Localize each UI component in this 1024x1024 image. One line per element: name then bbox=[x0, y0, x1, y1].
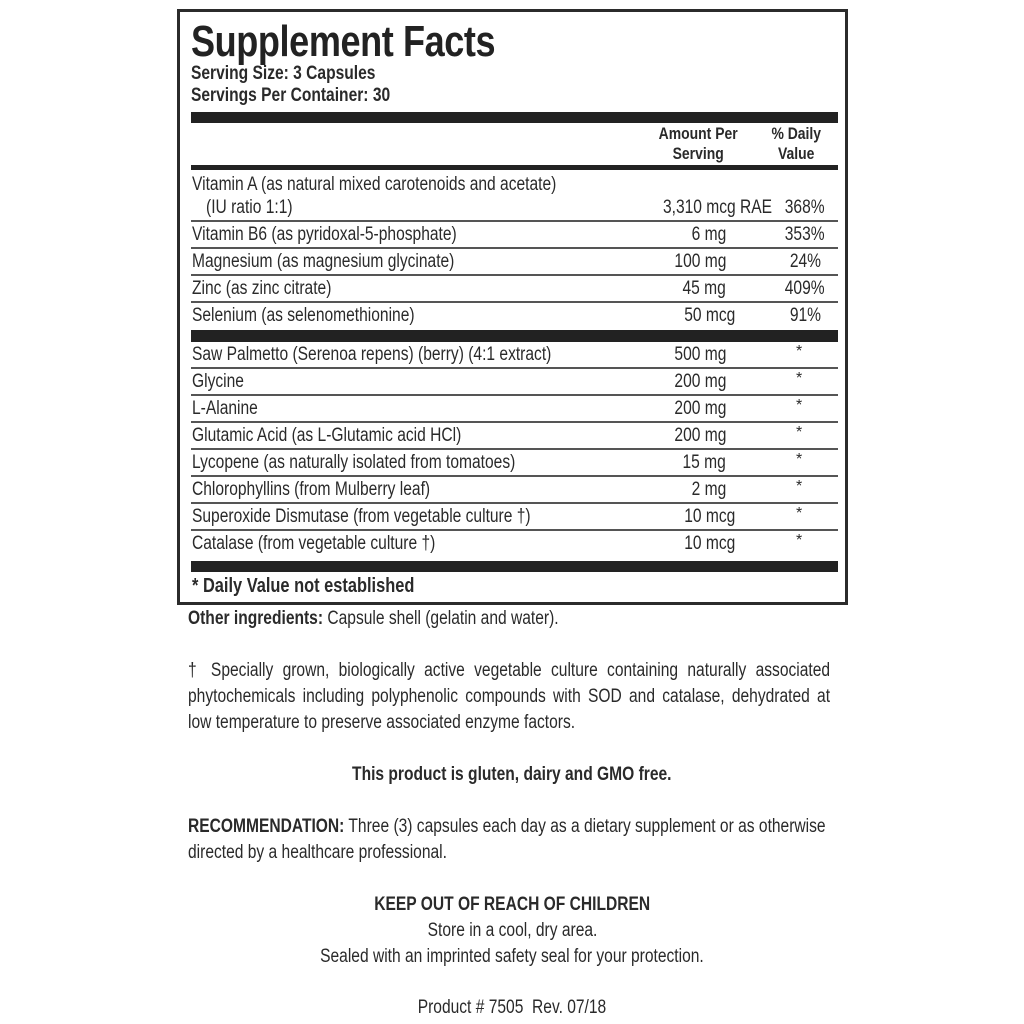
storage-instructions: Store in a cool, dry area. bbox=[427, 920, 597, 941]
row-divider bbox=[191, 301, 838, 303]
row-divider bbox=[191, 394, 838, 396]
thick-divider bbox=[191, 330, 838, 342]
nutrient-amount: 100 mg bbox=[674, 251, 726, 272]
nutrient-dv: 353% bbox=[785, 224, 825, 245]
row-divider bbox=[191, 421, 838, 423]
nutrient-amount: 2 mg bbox=[691, 479, 726, 500]
panel-title: Supplement Facts bbox=[191, 17, 496, 66]
nutrient-name: Vitamin A (as natural mixed carotenoids and acetate) bbox=[192, 174, 557, 195]
amount-per-serving-header: Amount Per Serving bbox=[658, 124, 738, 163]
header-divider bbox=[191, 165, 838, 170]
nutrient-name: Zinc (as zinc citrate) bbox=[192, 278, 332, 299]
row-divider bbox=[191, 448, 838, 450]
nutrient-dv: * bbox=[796, 343, 803, 360]
nutrient-name: Saw Palmetto (Serenoa repens) (berry) (4:1 extract) bbox=[192, 344, 552, 365]
nutrient-amount: 6 mg bbox=[691, 224, 726, 245]
nutrient-name: L-Alanine bbox=[192, 398, 258, 419]
nutrient-dv: * bbox=[796, 478, 803, 495]
daily-value-footnote: * Daily Value not established bbox=[192, 575, 415, 597]
row-divider bbox=[191, 367, 838, 369]
nutrient-dv: * bbox=[796, 505, 803, 522]
nutrient-amount: 200 mg bbox=[674, 425, 726, 446]
servings-per-container: Servings Per Container: 30 bbox=[191, 85, 391, 106]
nutrient-name: Lycopene (as naturally isolated from tomatoes) bbox=[192, 452, 516, 473]
recommendation-text: Three (3) capsules each day as a dietary supplement or as otherwise directed by a healthcare professional. bbox=[188, 816, 826, 863]
nutrient-name: Glutamic Acid (as L-Glutamic acid HCl) bbox=[192, 425, 462, 446]
allergen-statement: This product is gluten, dairy and GMO free. bbox=[352, 764, 672, 785]
nutrient-name: Magnesium (as magnesium glycinate) bbox=[192, 251, 455, 272]
nutrient-amount: 45 mg bbox=[682, 278, 726, 299]
nutrient-name-line2: (IU ratio 1:1) bbox=[206, 197, 293, 218]
nutrient-dv: * bbox=[796, 451, 803, 468]
row-divider bbox=[191, 220, 838, 222]
recommendation-label: RECOMMENDATION: bbox=[188, 816, 345, 837]
row-divider bbox=[191, 247, 838, 249]
nutrient-dv: * bbox=[796, 397, 803, 414]
other-ingredients bbox=[188, 606, 640, 632]
nutrient-name: Superoxide Dismutase (from vegetable culture †) bbox=[192, 506, 531, 527]
other-ingredients-text: Capsule shell (gelatin and water). bbox=[323, 608, 559, 629]
nutrient-dv: 91% bbox=[789, 305, 821, 326]
nutrient-amount: 500 mg bbox=[674, 344, 726, 365]
nutrient-name: Catalase (from vegetable culture †) bbox=[192, 533, 436, 554]
nutrient-dv: * bbox=[796, 532, 803, 549]
product-info: Product # 7505 Rev. 07/18 bbox=[417, 997, 607, 1018]
recommendation bbox=[188, 814, 830, 866]
nutrient-amount: 3,310 mcg RAE bbox=[662, 197, 772, 218]
nutrient-dv: 368% bbox=[785, 197, 825, 218]
nutrient-name: Chlorophyllins (from Mulberry leaf) bbox=[192, 479, 431, 500]
thick-divider bbox=[191, 112, 838, 123]
nutrient-name: Glycine bbox=[192, 371, 244, 392]
thick-divider bbox=[191, 561, 838, 572]
nutrient-dv: * bbox=[796, 424, 803, 441]
row-divider bbox=[191, 502, 838, 504]
nutrient-dv: 409% bbox=[785, 278, 825, 299]
row-divider bbox=[191, 475, 838, 477]
other-ingredients-label: Other ingredients: bbox=[188, 608, 324, 629]
supplement-facts-panel bbox=[177, 9, 848, 605]
nutrient-amount: 10 mcg bbox=[683, 506, 735, 527]
nutrient-amount: 15 mg bbox=[682, 452, 726, 473]
safety-seal-note: Sealed with an imprinted safety seal for your protection. bbox=[320, 946, 704, 967]
nutrient-amount: 200 mg bbox=[674, 371, 726, 392]
nutrient-amount: 10 mcg bbox=[683, 533, 735, 554]
nutrient-amount: 200 mg bbox=[674, 398, 726, 419]
nutrient-name: Vitamin B6 (as pyridoxal-5-phosphate) bbox=[192, 224, 457, 245]
nutrient-dv: 24% bbox=[789, 251, 821, 272]
nutrient-amount: 50 mcg bbox=[683, 305, 735, 326]
dagger-note: † Specially grown, biologically active vegetable culture containing naturally associated phytochemicals including polyphenolic compounds with SOD and catalase, dehydrated at low temperature to preserve associated enzyme factors. bbox=[188, 660, 831, 733]
row-divider bbox=[191, 274, 838, 276]
nutrient-name: Selenium (as selenomethionine) bbox=[192, 305, 415, 326]
serving-size: Serving Size: 3 Capsules bbox=[191, 63, 376, 84]
warning-heading: KEEP OUT OF REACH OF CHILDREN bbox=[374, 894, 650, 915]
row-divider bbox=[191, 529, 838, 531]
nutrient-dv: * bbox=[796, 370, 803, 387]
daily-value-header: % Daily Value bbox=[771, 124, 821, 163]
